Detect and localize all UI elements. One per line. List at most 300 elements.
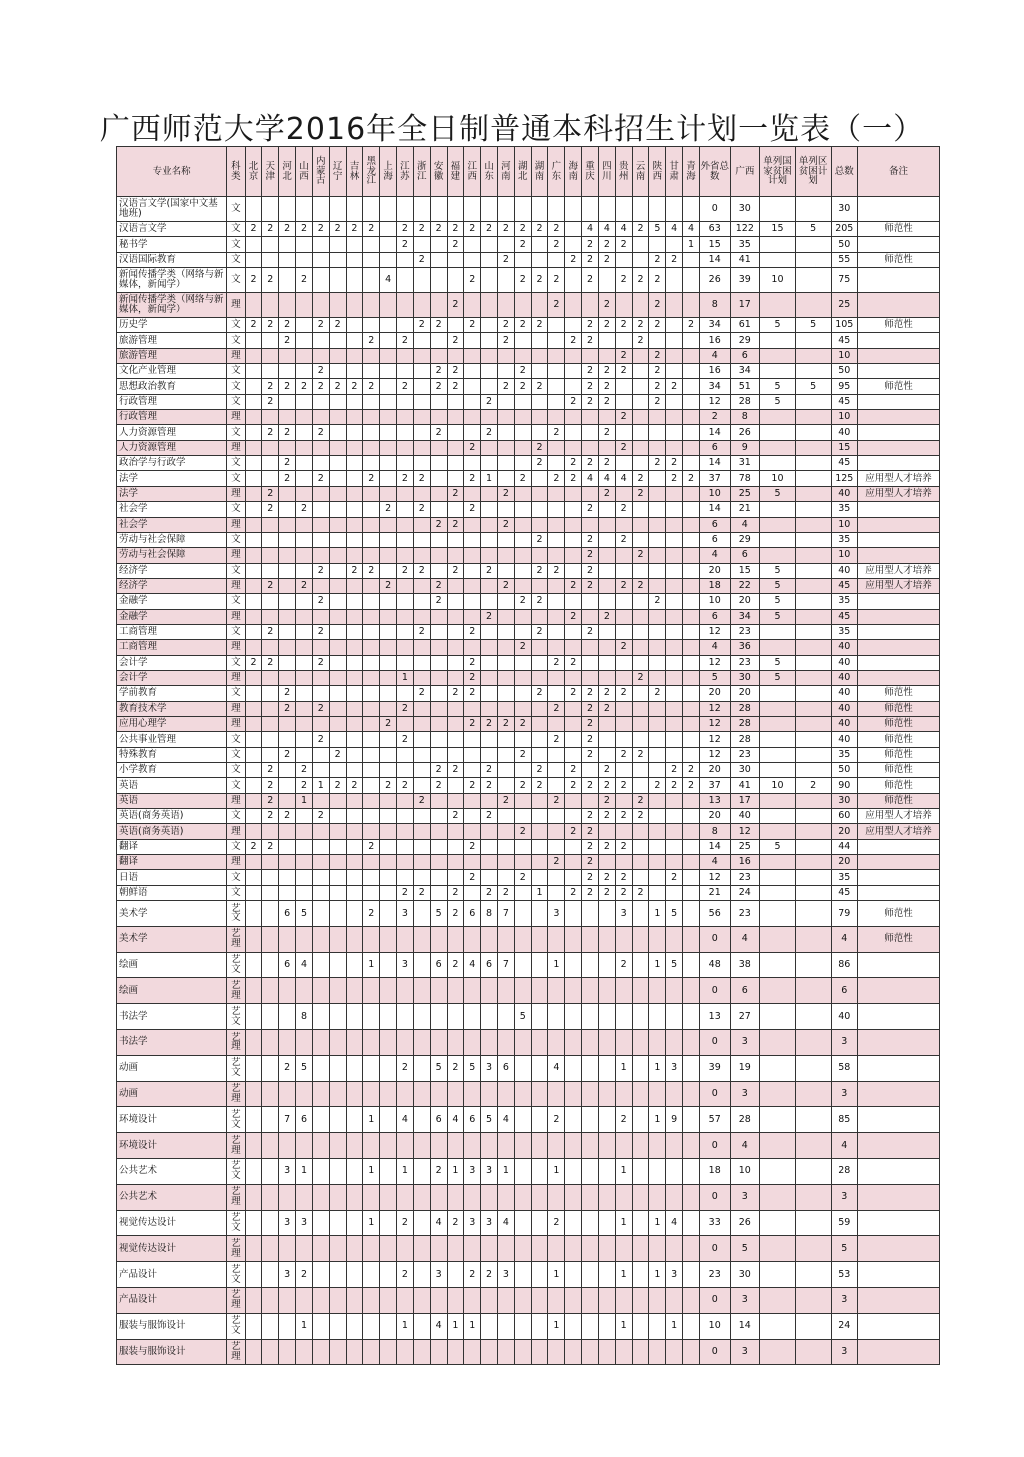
quota-cell: 2 (615, 778, 632, 793)
quota-cell: 1 (649, 1210, 666, 1236)
quota-cell (481, 440, 498, 455)
quota-cell: 36 (730, 640, 760, 655)
quota-cell (582, 1288, 599, 1314)
quota-cell (582, 952, 599, 978)
table-row (117, 609, 940, 624)
quota-cell (615, 1236, 632, 1262)
quota-cell: 2 (632, 268, 649, 293)
quota-cell (279, 778, 296, 793)
category-cell: 理 (227, 410, 245, 425)
quota-cell (632, 1133, 649, 1159)
quota-cell (447, 701, 464, 716)
quota-cell (363, 609, 380, 624)
quota-cell (329, 855, 346, 870)
quota-cell (615, 793, 632, 808)
quota-cell (683, 394, 700, 409)
major-name-cell: 公共事业管理 (117, 732, 227, 747)
quota-cell: 2 (413, 502, 430, 517)
quota-cell (666, 532, 683, 547)
quota-cell (363, 1055, 380, 1081)
quota-cell (447, 578, 464, 593)
quota-cell (262, 197, 279, 222)
quota-cell (397, 532, 414, 547)
quota-cell (312, 1262, 329, 1288)
quota-cell (683, 1236, 700, 1262)
quota-cell (413, 1236, 430, 1262)
quota-cell (279, 237, 296, 252)
quota-cell (279, 824, 296, 839)
category-cell: 理 (227, 609, 245, 624)
quota-cell (531, 701, 548, 716)
quota-cell (346, 364, 363, 379)
quota-cell (296, 747, 313, 762)
category-cell: 文 (227, 268, 245, 293)
quota-cell (548, 870, 565, 885)
quota-cell (497, 394, 514, 409)
quota-cell (447, 594, 464, 609)
table-row (117, 268, 940, 293)
quota-cell (245, 440, 262, 455)
quota-cell: 2 (279, 456, 296, 471)
table-row (117, 237, 940, 252)
quota-cell (296, 732, 313, 747)
quota-cell (430, 686, 447, 701)
quota-cell (795, 578, 831, 593)
quota-cell (329, 870, 346, 885)
quota-cell: 20 (831, 855, 858, 870)
quota-cell (666, 609, 683, 624)
major-name-cell: 旅游管理 (117, 333, 227, 348)
quota-cell (380, 686, 397, 701)
quota-cell (279, 793, 296, 808)
quota-cell: 2 (464, 624, 481, 639)
quota-cell (279, 926, 296, 952)
quota-cell (346, 809, 363, 824)
quota-cell (262, 701, 279, 716)
quota-cell (329, 732, 346, 747)
quota-cell (413, 532, 430, 547)
quota-cell: 37 (699, 778, 730, 793)
remark-cell (858, 1339, 940, 1365)
quota-cell (464, 563, 481, 578)
quota-cell (380, 809, 397, 824)
quota-cell (760, 978, 796, 1004)
quota-cell: 2 (497, 793, 514, 808)
category-cell: 艺文 (227, 1210, 245, 1236)
quota-cell (582, 640, 599, 655)
quota-cell (380, 548, 397, 563)
quota-cell (329, 839, 346, 854)
quota-cell: 2 (683, 471, 700, 486)
quota-cell (497, 197, 514, 222)
quota-cell (413, 655, 430, 670)
quota-cell: 2 (312, 318, 329, 333)
quota-cell (497, 1288, 514, 1314)
quota-cell (649, 1313, 666, 1339)
quota-cell (464, 1339, 481, 1365)
quota-cell: 3 (831, 1184, 858, 1210)
quota-cell (615, 732, 632, 747)
quota-cell (531, 1313, 548, 1339)
quota-cell (413, 809, 430, 824)
quota-cell (296, 410, 313, 425)
quota-cell: 2 (582, 237, 599, 252)
quota-cell (497, 609, 514, 624)
quota-cell (598, 1159, 615, 1185)
quota-cell (615, 1184, 632, 1210)
quota-cell (683, 793, 700, 808)
quota-cell: 29 (730, 333, 760, 348)
quota-cell (397, 809, 414, 824)
quota-cell (795, 1210, 831, 1236)
quota-cell (397, 1030, 414, 1056)
quota-cell: 16 (699, 333, 730, 348)
quota-cell (279, 548, 296, 563)
quota-cell (666, 640, 683, 655)
quota-cell: 2 (245, 222, 262, 237)
table-row (117, 1262, 940, 1288)
column-header: 浙江 (413, 147, 430, 197)
quota-cell (279, 268, 296, 293)
table-row (117, 701, 940, 716)
table-row (117, 1210, 940, 1236)
quota-cell: 5 (649, 222, 666, 237)
quota-cell: 14 (699, 425, 730, 440)
quota-cell (413, 670, 430, 685)
quota-cell (565, 440, 582, 455)
quota-cell: 2 (447, 333, 464, 348)
quota-cell (413, 839, 430, 854)
quota-cell (497, 747, 514, 762)
quota-cell: 2 (447, 379, 464, 394)
remark-cell: 师范性 (858, 732, 940, 747)
quota-cell (514, 486, 531, 501)
quota-cell: 2 (363, 839, 380, 854)
quota-cell (464, 926, 481, 952)
quota-cell (683, 268, 700, 293)
quota-cell (497, 1313, 514, 1339)
quota-cell (397, 839, 414, 854)
quota-cell (312, 578, 329, 593)
major-name-cell: 英语 (117, 793, 227, 808)
quota-cell: 2 (481, 563, 498, 578)
remark-cell (858, 1159, 940, 1185)
quota-cell (760, 1210, 796, 1236)
quota-cell (245, 716, 262, 731)
quota-cell: 4 (447, 1107, 464, 1133)
quota-cell (795, 1055, 831, 1081)
category-cell: 文 (227, 624, 245, 639)
quota-cell (346, 1184, 363, 1210)
quota-cell (312, 1210, 329, 1236)
quota-cell: 1 (312, 778, 329, 793)
quota-cell (683, 1030, 700, 1056)
quota-cell (565, 237, 582, 252)
quota-cell: 2 (447, 952, 464, 978)
quota-cell (430, 548, 447, 563)
quota-cell: 3 (397, 952, 414, 978)
quota-cell (447, 1004, 464, 1030)
quota-cell (329, 655, 346, 670)
column-header: 湖北 (514, 147, 531, 197)
quota-cell: 24 (730, 885, 760, 900)
quota-cell (413, 364, 430, 379)
quota-cell (666, 686, 683, 701)
quota-cell: 2 (497, 716, 514, 731)
quota-cell (279, 1133, 296, 1159)
quota-cell (464, 379, 481, 394)
quota-cell (514, 670, 531, 685)
table-row (117, 440, 940, 455)
quota-cell (760, 732, 796, 747)
quota-cell: 2 (582, 578, 599, 593)
quota-cell (531, 732, 548, 747)
quota-cell: 2 (279, 809, 296, 824)
quota-cell (615, 655, 632, 670)
quota-cell (397, 716, 414, 731)
quota-cell (649, 1081, 666, 1107)
quota-cell: 2 (397, 563, 414, 578)
quota-cell: 2 (497, 885, 514, 900)
quota-cell (632, 686, 649, 701)
quota-cell (683, 333, 700, 348)
quota-cell: 2 (548, 655, 565, 670)
quota-cell (329, 686, 346, 701)
quota-cell: 2 (582, 778, 599, 793)
quota-cell (430, 839, 447, 854)
quota-cell: 2 (548, 701, 565, 716)
quota-cell: 2 (262, 809, 279, 824)
quota-cell: 2 (582, 394, 599, 409)
quota-cell (262, 456, 279, 471)
quota-cell: 6 (730, 978, 760, 1004)
quota-cell (481, 293, 498, 318)
quota-cell (312, 1133, 329, 1159)
quota-cell: 6 (699, 532, 730, 547)
quota-cell (531, 1262, 548, 1288)
quota-cell: 2 (497, 333, 514, 348)
quota-cell (312, 268, 329, 293)
quota-cell: 45 (831, 333, 858, 348)
quota-cell (397, 394, 414, 409)
quota-cell (632, 624, 649, 639)
quota-cell (565, 364, 582, 379)
quota-cell (430, 348, 447, 363)
quota-cell (262, 471, 279, 486)
quota-cell: 2 (430, 578, 447, 593)
quota-cell (649, 410, 666, 425)
quota-cell (464, 1184, 481, 1210)
major-name-cell: 法学 (117, 471, 227, 486)
quota-cell (397, 655, 414, 670)
quota-cell: 3 (831, 1288, 858, 1314)
quota-cell (514, 809, 531, 824)
quota-cell: 2 (514, 778, 531, 793)
quota-cell: 28 (730, 1107, 760, 1133)
quota-cell (464, 293, 481, 318)
quota-cell: 2 (279, 1055, 296, 1081)
quota-cell (481, 1184, 498, 1210)
quota-cell (481, 333, 498, 348)
quota-cell (649, 870, 666, 885)
quota-cell: 2 (531, 594, 548, 609)
quota-cell (582, 1081, 599, 1107)
quota-cell (632, 1288, 649, 1314)
category-cell: 艺理 (227, 1184, 245, 1210)
quota-cell (363, 425, 380, 440)
quota-cell (649, 747, 666, 762)
quota-cell (312, 197, 329, 222)
quota-cell (514, 686, 531, 701)
quota-cell (329, 1107, 346, 1133)
quota-cell (615, 425, 632, 440)
quota-cell (649, 716, 666, 731)
quota-cell (582, 410, 599, 425)
quota-cell (531, 793, 548, 808)
quota-cell (279, 502, 296, 517)
table-row (117, 548, 940, 563)
quota-cell (632, 252, 649, 267)
quota-cell (397, 440, 414, 455)
quota-cell (582, 348, 599, 363)
quota-cell (245, 640, 262, 655)
quota-cell (413, 824, 430, 839)
quota-cell (649, 763, 666, 778)
quota-cell (497, 655, 514, 670)
quota-cell: 2 (548, 268, 565, 293)
quota-cell (514, 624, 531, 639)
table-row (117, 640, 940, 655)
quota-cell: 60 (831, 809, 858, 824)
remark-cell (858, 517, 940, 532)
quota-cell (683, 1081, 700, 1107)
quota-cell: 30 (730, 763, 760, 778)
remark-cell (858, 348, 940, 363)
quota-cell (565, 952, 582, 978)
quota-cell (464, 1004, 481, 1030)
quota-cell (329, 502, 346, 517)
quota-cell: 2 (548, 237, 565, 252)
quota-cell: 18 (699, 1159, 730, 1185)
remark-cell (858, 978, 940, 1004)
quota-cell (312, 839, 329, 854)
quota-cell: 2 (565, 686, 582, 701)
quota-cell (413, 394, 430, 409)
quota-cell (649, 640, 666, 655)
quota-cell: 30 (730, 197, 760, 222)
quota-cell (666, 594, 683, 609)
quota-cell: 2 (615, 686, 632, 701)
quota-cell (380, 763, 397, 778)
quota-cell (497, 1081, 514, 1107)
major-name-cell: 新闻传播学类（网络与新媒体，新闻学） (117, 268, 227, 293)
quota-cell (582, 440, 599, 455)
quota-cell (649, 701, 666, 716)
quota-cell: 17 (730, 293, 760, 318)
quota-cell (413, 1030, 430, 1056)
quota-cell (346, 425, 363, 440)
quota-cell: 2 (312, 624, 329, 639)
quota-cell (279, 870, 296, 885)
quota-cell (397, 763, 414, 778)
quota-cell (683, 594, 700, 609)
quota-cell (548, 926, 565, 952)
quota-cell (296, 1133, 313, 1159)
category-cell: 理 (227, 701, 245, 716)
quota-cell: 40 (831, 732, 858, 747)
quota-cell (649, 471, 666, 486)
quota-cell: 10 (730, 1159, 760, 1185)
quota-cell (531, 348, 548, 363)
quota-cell (598, 1313, 615, 1339)
quota-cell (447, 1339, 464, 1365)
column-header: 内蒙古 (312, 147, 329, 197)
quota-cell (363, 456, 380, 471)
quota-cell (760, 1081, 796, 1107)
quota-cell (598, 1133, 615, 1159)
quota-cell: 2 (531, 763, 548, 778)
quota-cell (514, 293, 531, 318)
column-header: 江苏 (397, 147, 414, 197)
quota-cell (447, 318, 464, 333)
quota-cell: 3 (831, 1030, 858, 1056)
quota-cell (598, 410, 615, 425)
quota-cell (380, 237, 397, 252)
table-row (117, 222, 940, 237)
major-name-cell: 经济学 (117, 563, 227, 578)
quota-cell: 2 (582, 855, 599, 870)
quota-cell: 2 (447, 809, 464, 824)
quota-cell (329, 952, 346, 978)
quota-cell (413, 1159, 430, 1185)
quota-cell (447, 870, 464, 885)
category-cell: 艺理 (227, 1081, 245, 1107)
quota-cell: 13 (699, 793, 730, 808)
category-cell: 文 (227, 594, 245, 609)
quota-cell (598, 532, 615, 547)
quota-cell (329, 609, 346, 624)
category-cell: 艺文 (227, 1107, 245, 1133)
quota-cell (531, 1081, 548, 1107)
quota-cell: 85 (831, 1107, 858, 1133)
quota-cell (666, 926, 683, 952)
quota-cell: 2 (598, 364, 615, 379)
quota-cell (262, 440, 279, 455)
quota-cell (363, 1133, 380, 1159)
quota-cell: 2 (262, 624, 279, 639)
category-cell: 理 (227, 440, 245, 455)
quota-cell: 4 (548, 1055, 565, 1081)
quota-cell (413, 1004, 430, 1030)
quota-cell: 10 (760, 268, 796, 293)
quota-cell (329, 1262, 346, 1288)
quota-cell: 0 (699, 1288, 730, 1314)
quota-cell (598, 640, 615, 655)
quota-cell: 2 (531, 563, 548, 578)
quota-cell (582, 1313, 599, 1339)
quota-cell (329, 197, 346, 222)
quota-cell (380, 410, 397, 425)
quota-cell: 39 (699, 1055, 730, 1081)
quota-cell: 2 (346, 563, 363, 578)
quota-cell (430, 471, 447, 486)
quota-cell: 2 (346, 379, 363, 394)
quota-cell (548, 502, 565, 517)
quota-cell: 2 (582, 252, 599, 267)
quota-cell (497, 686, 514, 701)
quota-cell: 2 (531, 624, 548, 639)
quota-cell: 2 (514, 237, 531, 252)
